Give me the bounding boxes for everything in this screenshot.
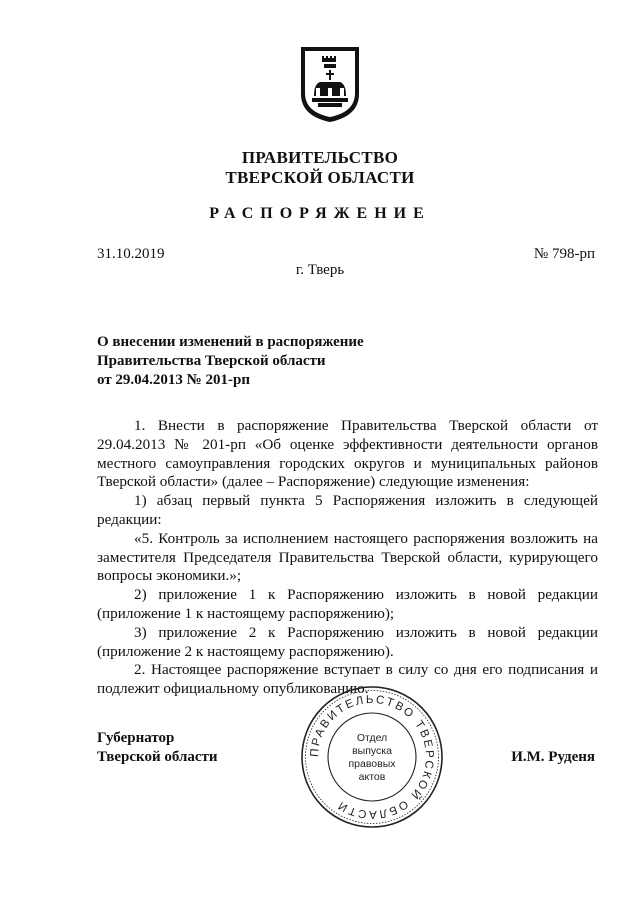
stamp-ring-text: ПРАВИТЕЛЬСТВО ТВЕРСКОЙ ОБЛАСТИ xyxy=(308,693,436,821)
document-subject xyxy=(97,333,497,390)
body-paragraph: 1. Внести в распоряжение Правительства Тверской области от 29.04.2013 № 201-рп «Об оценке эффективности деятельности органов местного самоуправления городских округов и муниципальных районов Тверской области» (далее – Распоряжение) следующие изменения: xyxy=(97,417,598,491)
body-paragraph: 2) приложение 1 к Распоряжению изложить в новой редакции (приложение 1 к настоящему распоряжению); xyxy=(97,586,598,622)
document-date: 31.10.2019 xyxy=(97,246,165,262)
document-type: РАСПОРЯЖЕНИЕ xyxy=(209,205,431,222)
stamp-center-line: правовых xyxy=(348,758,396,770)
signer-position-line: Тверской области xyxy=(97,749,218,765)
document-number: № 798-рп xyxy=(533,246,595,262)
government-name-line2: ТВЕРСКОЙ ОБЛАСТИ xyxy=(225,168,415,187)
body-paragraph: 2. Настоящее распоряжение вступает в силу со дня его подписания и подлежит официальному опубликованию. xyxy=(97,661,598,698)
stamp-dotted-ring xyxy=(306,691,439,824)
body-paragraph: «5. Контроль за исполнением настоящего распоряжения возложить на заместителя Председателя Правительства Тверской области, курирующего вопросы экономики.»; xyxy=(97,529,598,585)
coat-of-arms-icon xyxy=(298,44,362,124)
document-city: г. Тверь xyxy=(295,262,345,278)
stamp-inner-ring xyxy=(328,713,416,801)
body-paragraph: 3) приложение 2 к Распоряжению изложить в новой редакции (приложение 2 к настоящему распоряжению). xyxy=(97,623,598,660)
subject-line: от 29.04.2013 № 201-рп xyxy=(97,372,250,388)
subject-line: Правительства Тверской области xyxy=(97,353,326,369)
body-paragraph: 1) абзац первый пункта 5 Распоряжения изложить в следующей редакции: xyxy=(97,492,598,528)
signer-name: И.М. Руденя xyxy=(511,749,595,765)
signer-position xyxy=(97,729,218,767)
stamp-center-line: актов xyxy=(358,771,386,783)
stamp-center-line: Отдел xyxy=(356,732,388,744)
stamp-outer-ring xyxy=(302,687,442,827)
stamp-center-line: выпуска xyxy=(352,745,392,757)
signer-position-line: Губернатор xyxy=(97,730,175,746)
document-body xyxy=(97,417,598,699)
official-stamp xyxy=(298,683,446,831)
government-name-line1: ПРАВИТЕЛЬСТВО xyxy=(241,148,399,167)
subject-line: О внесении изменений в распоряжение xyxy=(97,334,364,350)
